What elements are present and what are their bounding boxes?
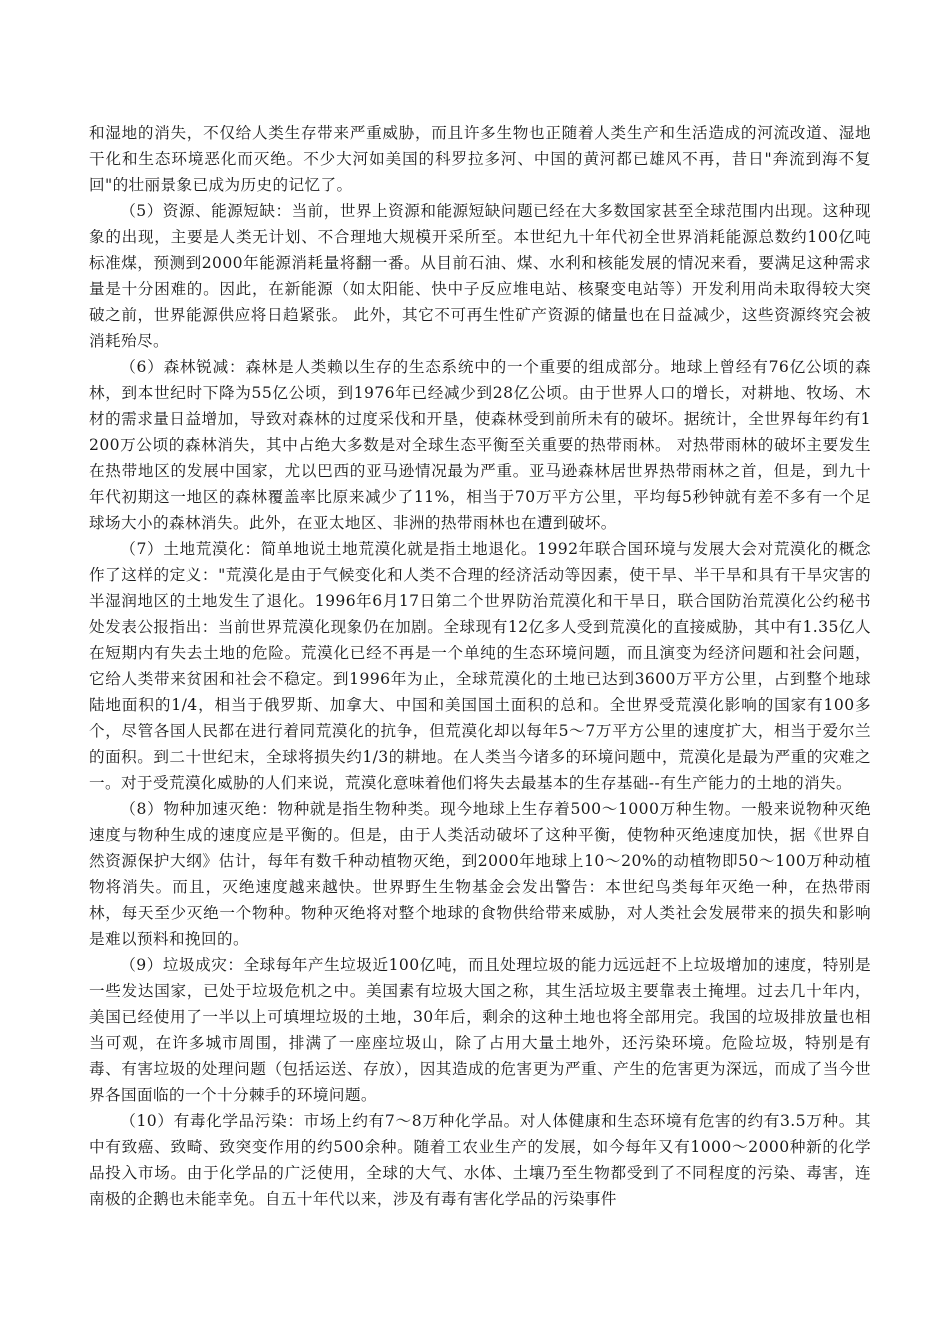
paragraph-forest-decline: （6）森林锐减：森林是人类赖以生存的生态系统中的一个重要的组成部分。地球上曾经有76亿公顷的森林，到本世纪时下降为55亿公顷，到1976年已经减少到28亿公顷。由于世界人口的增长，对耕地、牧场、木材的需求量日益增加，导致对森林的过度采伐和开垦，使森林受到前所未有的破坏。据统计，全世界每年约有1200万公顷的森林消失，其中占绝大多数是对全球生态平衡至关重要的热带雨林。 对热带雨林的破坏主要发生在热带地区的发展中国家，尤以巴西的亚马逊情况最为严重。亚马逊森林居世界热带雨林之首，但是，到九十年代初期这一地区的森林覆盖率比原来减少了11%，相当于70万平方公里，平均每5秒钟就有差不多有一个足球场大小的森林消失。此外，在亚太地区、非洲的热带雨林也在遭到破坏。 (89, 358, 871, 532)
paragraph-wetland-continuation: 和湿地的消失，不仅给人类生存带来严重威胁，而且许多生物也正随着人类生产和生活造成的河流改道、湿地干化和生态环境恶化而灭绝。不少大河如美国的科罗拉多河、中国的黄河都已雄风不再，昔日"奔流到海不复回"的壮丽景象已成为历史的记忆了。 (89, 124, 871, 194)
paragraph-resource-shortage: （5）资源、能源短缺：当前，世界上资源和能源短缺问题已经在大多数国家甚至全球范围内出现。这种现象的出现，主要是人类无计划、不合理地大规模开采所至。本世纪九十年代初全世界消耗能源总数约100亿吨标准煤，预测到2000年能源消耗量将翻一番。从目前石油、煤、水利和核能发展的情况来看，要满足这种需求量是十分困难的。因此，在新能源（如太阳能、快中子反应堆电站、核聚变电站等）开发利用尚未取得较大突破之前，世界能源供应将日趋紧张。 此外，其它不可再生性矿产资源的储量也在日益减少，这些资源终究会被消耗殆尽。 (89, 202, 871, 350)
paragraph-species-extinction: （8）物种加速灭绝：物种就是指生物种类。现今地球上生存着500～1000万种生物。一般来说物种灭绝速度与物种生成的速度应是平衡的。但是，由于人类活动破坏了这种平衡，使物种灭绝速度加快，据《世界自然资源保护大纲》估计，每年有数千种动植物灭绝，到2000年地球上10～20%的动植物即50～100万种动植物将消失。而且，灭绝速度越来越快。世界野生生物基金会发出警告：本世纪鸟类每年灭绝一种，在热带雨林，每天至少灭绝一个物种。物种灭绝将对整个地球的食物供给带来威胁，对人类社会发展带来的损失和影响是难以预料和挽回的。 (89, 800, 871, 948)
paragraph-toxic-chemicals: （10）有毒化学品污染：市场上约有7～8万种化学品。对人体健康和生态环境有危害的约有3.5万种。其中有致癌、致畸、致突变作用的约500余种。随着工农业生产的发展，如今每年又有1000～2000种新的化学品投入市场。由于化学品的广泛使用，全球的大气、水体、土壤乃至生物都受到了不同程度的污染、毒害，连南极的企鹅也未能幸免。自五十年代以来，涉及有毒有害化学品的污染事件 (89, 1112, 871, 1208)
document-body (89, 120, 871, 1212)
paragraph-desertification: （7）土地荒漠化：简单地说土地荒漠化就是指土地退化。1992年联合国环境与发展大会对荒漠化的概念作了这样的定义："荒漠化是由于气候变化和人类不合理的经济活动等因素，使干旱、半干旱和具有干旱灾害的半湿润地区的土地发生了退化。1996年6月17日第二个世界防治荒漠化和干旱日，联合国防治荒漠化公约秘书处发表公报指出：当前世界荒漠化现象仍在加剧。全球现有12亿多人受到荒漠化的直接威胁，其中有1.35亿人在短期内有失去土地的危险。荒漠化已经不再是一个单纯的生态环境问题，而且演变为经济问题和社会问题，它给人类带来贫困和社会不稳定。到1996年为止，全球荒漠化的土地已达到3600万平方公里，占到整个地球陆地面积的1/4，相当于俄罗斯、加拿大、中国和美国国土面积的总和。全世界受荒漠化影响的国家有100多个，尽管各国人民都在进行着同荒漠化的抗争，但荒漠化却以每年5～7万平方公里的速度扩大，相当于爱尔兰的面积。到二十世纪末，全球将损失约1/3的耕地。在人类当今诸多的环境问题中，荒漠化是最为严重的灾难之一。对于受荒漠化威胁的人们来说，荒漠化意味着他们将失去最基本的生存基础--有生产能力的土地的消失。 (89, 540, 871, 792)
paragraph-garbage: （9）垃圾成灾：全球每年产生垃圾近100亿吨，而且处理垃圾的能力远远赶不上垃圾增加的速度，特别是一些发达国家，已处于垃圾危机之中。美国素有垃圾大国之称，其生活垃圾主要靠表土掩埋。过去几十年内，美国已经使用了一半以上可填埋垃圾的土地，30年后，剩余的这种土地也将全部用完。我国的垃圾排放量也相当可观，在许多城市周围，排满了一座座垃圾山，除了占用大量土地外，还污染环境。危险垃圾，特别是有毒、有害垃圾的处理问题（包括运送、存放），因其造成的危害更为严重、产生的危害更为深远，而成了当今世界各国面临的一个十分棘手的环境问题。 (89, 956, 871, 1104)
